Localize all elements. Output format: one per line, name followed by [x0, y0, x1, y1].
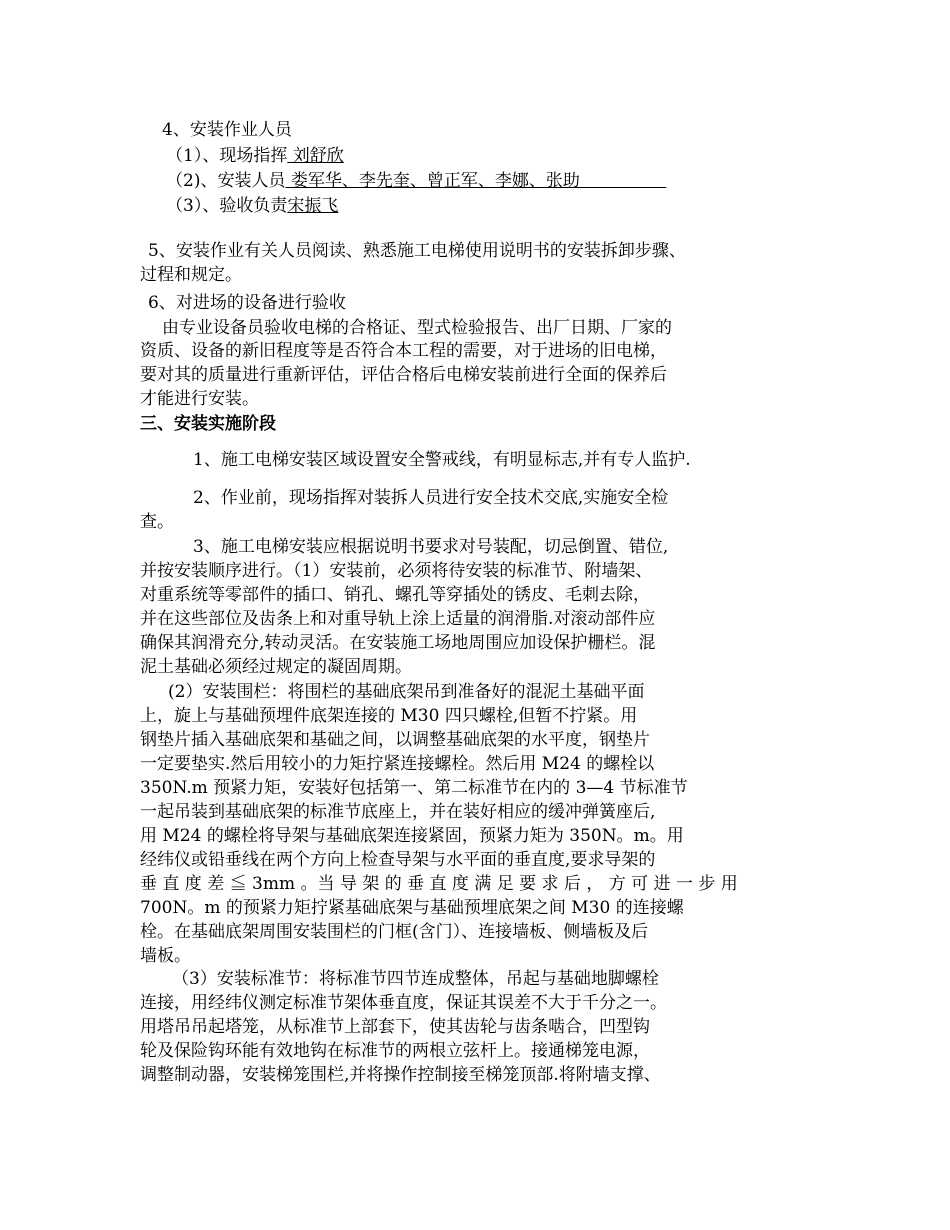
paragraph-line: 700N。m 的预紧力矩拧紧基础底架与基础预埋底架之间 M30 的连接螺 — [140, 898, 684, 918]
part3-heading: 三、安装实施阶段 — [140, 414, 276, 434]
section5-line: 过程和规定。 — [140, 265, 242, 285]
paragraph-line: 1、施工电梯安装区域设置安全警戒线，有明显标志,并有专人监护. — [193, 450, 691, 470]
paragraph-line: 一起吊装到基础底架的标准节底座上，并在装好相应的缓冲弹簧座后, — [140, 802, 656, 822]
paragraph-line: 用塔吊吊起塔笼，从标准节上部套下，使其齿轮与齿条啮合，凹型钩 — [140, 1017, 650, 1037]
paragraph-line: 垂 直 度 差 ≦ 3mm 。当 导 架 的 垂 直 度 满 足 要 求 后 ， 方 可 进 一 步 用 — [140, 874, 738, 894]
paragraph-line: 栓。在基础底架周围安装围栏的门框(含门）、连接墙板、侧墙板及后 — [140, 922, 649, 942]
paragraph-line: 连接，用经纬仪测定标准节架体垂直度，保证其误差不大于千分之一。 — [140, 993, 667, 1013]
personnel-commander — [166, 145, 344, 168]
paragraph-line: 2、作业前，现场指挥对装拆人员进行安全技术交底,实施安全检 — [193, 488, 669, 508]
paragraph-line: （3）安装标准节：将标准节四节连成整体，吊起与基础地脚螺栓 — [172, 969, 659, 989]
paragraph-line: 轮及保险钩环能有效地钩在标准节的两根立弦杆上。接通梯笼电源， — [140, 1041, 650, 1061]
paragraph-line: 墙板。 — [140, 946, 191, 966]
section6-line: 要对其的质量进行重新评估，评估合格后电梯安装前进行全面的保养后 — [140, 365, 667, 385]
paragraph-line: 上，旋上与基础预埋件底架连接的 M30 四只螺栓,但暂不拧紧。用 — [140, 706, 638, 726]
commander-label: （1）、现场指挥 — [166, 146, 288, 166]
section5-line: 5、安装作业有关人员阅读、熟悉施工电梯使用说明书的安装拆卸步骤、 — [148, 241, 686, 261]
section6-line: 由专业设备员验收电梯的合格证、型式检验报告、出厂日期、厂家的 — [162, 318, 672, 338]
section6-line: 才能进行安装。 — [140, 389, 259, 409]
commander-name: 刘舒欣 — [287, 146, 344, 166]
paragraph-line: 泥土基础必须经过规定的凝固周期。 — [140, 657, 412, 677]
paragraph-line: (2）安装围栏：将围栏的基础底架吊到准备好的混泥土基础平面 — [168, 682, 645, 702]
section4-heading: 4、安装作业人员 — [162, 120, 292, 140]
inspector-label: （3）、验收负责 — [166, 196, 288, 216]
personnel-inspector — [166, 195, 338, 218]
section6-heading: 6、对进场的设备进行验收 — [148, 293, 346, 313]
paragraph-line: 钢垫片插入基础底架和基础之间，以调整基础底架的水平度，钢垫片 — [140, 730, 650, 750]
section6-line: 资质、设备的新旧程度等是否符合本工程的需要，对于进场的旧电梯， — [140, 341, 667, 361]
installers-names: 娄军华、李先奎、曾正军、李娜、张助 — [285, 171, 667, 191]
inspector-name: 宋振飞 — [287, 196, 339, 216]
paragraph-line: 用 M24 的螺栓将导架与基础底架连接紧固，预紧力矩为 350N。m。用 — [140, 826, 684, 846]
paragraph-line: 并在这些部位及齿条上和对重导轨上涂上适量的润滑脂.对滚动部件应 — [140, 609, 656, 629]
personnel-installers — [166, 170, 666, 193]
paragraph-line: 经纬仪或铅垂线在两个方向上检查导架与水平面的垂直度,要求导架的 — [140, 850, 656, 870]
paragraph-line: 并按安装顺序进行。（1）安装前，必须将待安装的标准节、附墙架、 — [140, 561, 653, 581]
paragraph-line: 确保其润滑充分,转动灵活。在安装施工场地周围应加设保护栅栏。混 — [140, 633, 656, 653]
paragraph-line: 调整制动器，安装梯笼围栏,并将操作控制接至梯笼顶部.将附墙支撑、 — [140, 1065, 661, 1085]
paragraph-line: 查。 — [140, 512, 174, 532]
paragraph-line: 一定要垫实.然后用较小的力矩拧紧连接螺栓。然后用 M24 的螺栓以 — [140, 754, 655, 774]
paragraph-line: 对重系统等零部件的插口、销孔、螺孔等穿插处的锈皮、毛刺去除， — [140, 585, 650, 605]
paragraph-line: 3、施工电梯安装应根据说明书要求对号装配，切忌倒置、错位, — [193, 537, 669, 557]
installers-label: （2)、安装人员 — [166, 171, 286, 191]
paragraph-line: 350N.m 预紧力矩，安装好包括第一、第二标准节在内的 3—4 节标准节 — [140, 778, 688, 798]
